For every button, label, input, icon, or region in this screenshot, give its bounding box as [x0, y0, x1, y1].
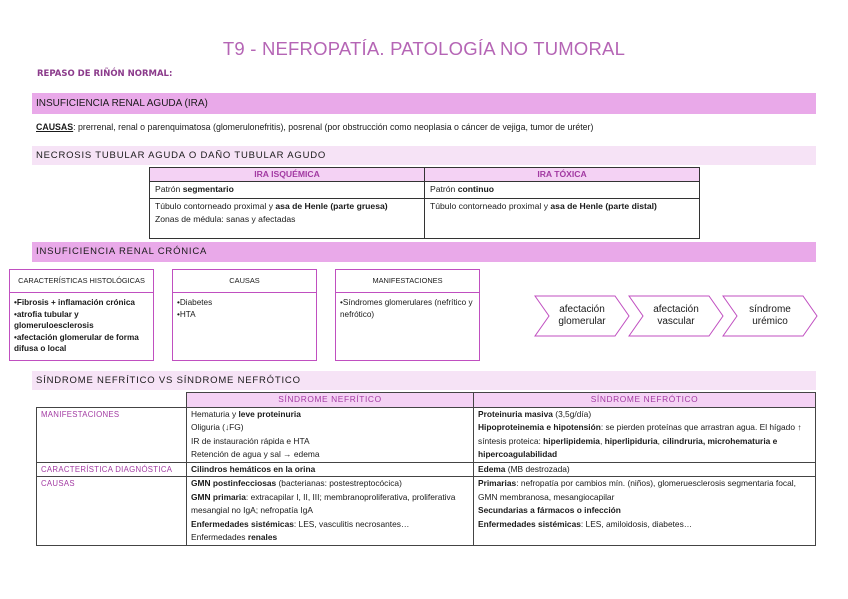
nefrotico-causas: Primarias: nefropatía por cambios mín. (niños), glomeruesclerosis segmentaria focal, GMN membranosa, mesangiocapilar Secundarias a fármacos o infección Enfermedades sistémicas: LES, amiloidosis, diabetes… [474, 477, 816, 546]
list-item: •Fibrosis + inflamación crónica [14, 298, 135, 307]
necrosis-cell: Túbulo contorneado proximal y asa de Henle (parte gruesa) Zonas de médula: sanas y afectadas [150, 198, 425, 238]
list-item: •HTA [177, 309, 196, 319]
nefritico-diagnostica: Cilindros hemáticos en la orina [187, 462, 474, 477]
ira-isquemica-header: IRA ISQUÉMICA [150, 168, 425, 182]
sindromes-heading: SÍNDROME NEFRÍTICO VS SÍNDROME NEFRÓTICO [32, 371, 816, 390]
chevron-afectacion-glomerular: afectación glomerular [534, 295, 630, 337]
necrosis-cell: Patrón segmentario [150, 182, 425, 199]
list-item: •afectación glomerular de forma difusa o local [14, 332, 139, 353]
causas-label: CAUSAS [36, 122, 74, 132]
nefritico-header: SÍNDROME NEFRÍTICO [187, 393, 474, 408]
row-label-causas: CAUSAS [37, 477, 187, 546]
nefrotico-header: SÍNDROME NEFRÓTICO [474, 393, 816, 408]
nefritico-causas: GMN postinfecciosas (bacterianas: postestreptocócica) GMN primaria: extracapilar I, II, III; membranoproliferativa, proliferativa mesangial no IgA; nefropatía IgA Enfermedades sistémicas: LES, vasculitis necrosantes… Enfermedades renales [187, 477, 474, 546]
necrosis-heading: NECROSIS TUBULAR AGUDA O DAÑO TUBULAR AGUDO [32, 146, 816, 165]
row-label-manifestaciones: MANIFESTACIONES [37, 407, 187, 462]
repaso-label: REPASO DE RIÑÓN NORMAL: [37, 69, 173, 79]
causas-text: : prerrenal, renal o parenquimatosa (glomerulonefritis), posrenal (por obstrucción como neoplasia o cáncer de vejiga, tumor de uréter) [73, 122, 594, 132]
chevron-afectacion-vascular: afectación vascular [628, 295, 724, 337]
manifestaciones-title: MANIFESTACIONES [336, 270, 479, 293]
nefrotico-manifestaciones: Proteinuria masiva (3,5g/día) Hipoproteinemia e hipotensión: se pierden proteínas que arrastran agua. El hígado ↑ síntesis proteica: hiperlipidemia, hiperlipiduria, cilindruria, microhematuria e hipercoagulabilidad [474, 407, 816, 462]
page-title: T9 - NEFROPATÍA. PATOLOGÍA NO TUMORAL [222, 38, 626, 59]
ira-toxica-header: IRA TÓXICA [425, 168, 700, 182]
necrosis-cell: Túbulo contorneado proximal y asa de Henle (parte distal) [425, 198, 700, 238]
list-item: •Diabetes [177, 298, 213, 307]
row-label-diagnostica: CARACTERÍSTICA DIAGNÓSTICA [37, 462, 187, 477]
sindromes-table [36, 392, 816, 546]
histologia-title: CARACTERÍSTICAS HISTOLÓGICAS [10, 270, 153, 293]
nefritico-manifestaciones: Hematuria y leve proteinuria Oliguria (↓FG) IR de instauración rápida e HTA Retención de agua y sal → edema [187, 407, 474, 462]
irc-heading: INSUFICIENCIA RENAL CRÓNICA [32, 242, 816, 262]
list-item: •Síndromes glomerulares (nefrítico y nefrótico) [340, 298, 473, 319]
causas-title: CAUSAS [173, 270, 316, 293]
causas-box [172, 269, 317, 361]
manifestaciones-box [335, 269, 480, 361]
necrosis-table [149, 167, 700, 239]
ira-heading: INSUFICIENCIA RENAL AGUDA (IRA) [32, 93, 816, 114]
ira-causas [36, 122, 593, 132]
chevron-sindrome-uremico: síndrome urémico [722, 295, 818, 337]
nefrotico-diagnostica: Edema (MB destrozada) [474, 462, 816, 477]
list-item: •atrofia tubular y glomeruloesclerosis [14, 309, 94, 330]
necrosis-cell: Patrón continuo [425, 182, 700, 199]
histologia-box [9, 269, 154, 361]
